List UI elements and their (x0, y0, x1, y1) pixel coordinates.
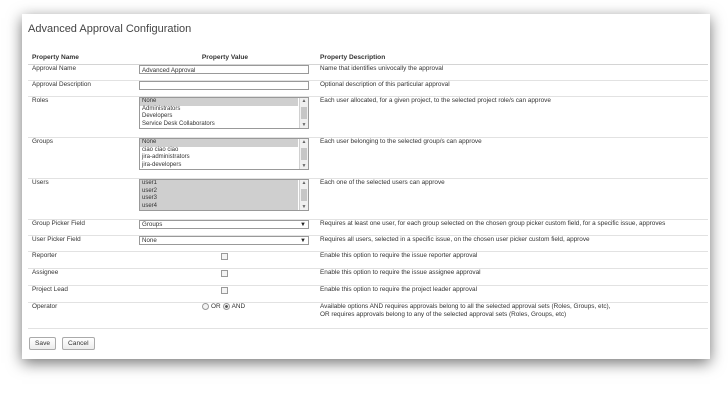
user-picker-select[interactable] (139, 236, 309, 245)
save-button[interactable]: Save (29, 337, 56, 350)
users-option[interactable]: user3 (140, 195, 298, 203)
table-header-row (28, 50, 708, 65)
approval-name-input[interactable]: Advanced Approval (139, 65, 309, 74)
scroll-thumb[interactable] (301, 107, 307, 119)
roles-option[interactable]: None (140, 98, 298, 106)
approval-description-input[interactable] (139, 81, 309, 90)
desc-group-picker-field: Requires at least one user, for each group selected on the chosen group picker custom field, for a specific issue, approves (316, 220, 708, 236)
users-option[interactable]: user2 (140, 188, 298, 196)
roles-option[interactable]: Service Desk Collaborators (142, 120, 215, 127)
groups-scrollbar[interactable] (299, 139, 308, 169)
user-picker-value: None (142, 237, 157, 244)
desc-operator-line2: OR requires approvals belong to any of the selected approval sets (Roles, Groups, etc) (320, 311, 567, 318)
desc-roles: Each user allocated, for a given project, to the selected project role/s can approve (316, 97, 708, 138)
operator-radio-group (202, 303, 312, 310)
header-property-description: Property Description (316, 50, 708, 65)
row-users (28, 179, 708, 220)
roles-listbox[interactable] (139, 97, 309, 129)
label-project-lead: Project Lead (28, 286, 134, 303)
desc-operator-line1: Available options AND requires approvals belong to all the selected approval sets (Roles, Groups, etc), (320, 303, 611, 310)
row-project-lead (28, 286, 708, 303)
label-groups: Groups (28, 138, 134, 179)
label-user-picker-field: User Picker Field (28, 236, 134, 252)
operator-or-label[interactable]: OR (211, 303, 221, 310)
label-approval-name: Approval Name (28, 65, 134, 81)
row-assignee (28, 269, 708, 286)
scroll-thumb[interactable] (301, 189, 307, 201)
label-assignee: Assignee (28, 269, 134, 286)
config-table (28, 50, 708, 329)
users-scrollbar[interactable] (299, 180, 308, 210)
assignee-checkbox[interactable] (221, 270, 228, 277)
row-approval-name (28, 65, 708, 81)
users-option[interactable]: user4 (140, 203, 298, 211)
label-users: Users (28, 179, 134, 220)
groups-option[interactable]: jira-administrators (142, 154, 190, 161)
row-group-picker-field (28, 220, 708, 236)
approval-config-panel (22, 14, 710, 359)
scroll-thumb[interactable] (301, 148, 307, 160)
reporter-checkbox[interactable] (221, 253, 228, 260)
row-reporter (28, 252, 708, 269)
dropdown-arrow-icon[interactable]: ▼ (300, 238, 306, 244)
roles-option[interactable]: Developers (142, 113, 173, 120)
scroll-up-icon[interactable]: ▲ (301, 98, 307, 104)
cancel-button[interactable]: Cancel (62, 337, 95, 350)
dropdown-arrow-icon[interactable]: ▼ (300, 222, 306, 228)
label-reporter: Reporter (28, 252, 134, 269)
roles-option[interactable]: Administrators (142, 105, 181, 112)
scroll-up-icon[interactable]: ▲ (301, 180, 307, 186)
label-operator: Operator (28, 303, 134, 329)
users-listbox[interactable] (139, 179, 309, 211)
header-property-name: Property Name (28, 50, 134, 65)
row-operator (28, 303, 708, 329)
page-title: Advanced Approval Configuration (28, 23, 192, 35)
row-user-picker-field (28, 236, 708, 252)
groups-option[interactable]: jira-developers (142, 161, 182, 168)
label-approval-description: Approval Description (28, 81, 134, 97)
desc-users: Each one of the selected users can approve (316, 179, 708, 220)
desc-approval-description: Optional description of this particular approval (316, 81, 708, 97)
operator-and-radio[interactable] (223, 303, 230, 310)
operator-and-label[interactable]: AND (231, 303, 246, 310)
scroll-down-icon[interactable]: ▼ (301, 122, 307, 128)
desc-operator (316, 303, 708, 329)
form-actions (29, 337, 95, 350)
groups-listbox[interactable] (139, 138, 309, 170)
row-roles (28, 97, 708, 138)
row-approval-description (28, 81, 708, 97)
groups-option[interactable]: ciao ciao ciao (142, 146, 179, 153)
desc-groups: Each user belonging to the selected group/s can approve (316, 138, 708, 179)
users-option[interactable]: user1 (140, 180, 298, 188)
label-group-picker-field: Group Picker Field (28, 220, 134, 236)
group-picker-select[interactable] (139, 220, 309, 229)
scroll-down-icon[interactable]: ▼ (301, 163, 307, 169)
project-lead-checkbox[interactable] (221, 287, 228, 294)
scroll-up-icon[interactable]: ▲ (301, 139, 307, 145)
scroll-down-icon[interactable]: ▼ (301, 204, 307, 210)
desc-assignee: Enable this option to require the issue assignee approval (316, 269, 708, 286)
desc-user-picker-field: Requires all users, selected in a specific issue, on the chosen user picker custom field, approve (316, 236, 708, 252)
desc-project-lead: Enable this option to require the project leader approval (316, 286, 708, 303)
row-groups (28, 138, 708, 179)
label-roles: Roles (28, 97, 134, 138)
groups-option[interactable]: None (140, 139, 298, 147)
operator-or-radio[interactable] (202, 303, 209, 310)
roles-scrollbar[interactable] (299, 98, 308, 128)
group-picker-value: Groups (142, 221, 163, 228)
header-property-value: Property Value (134, 50, 316, 65)
desc-approval-name: Name that identifies univocally the approval (316, 65, 708, 81)
desc-reporter: Enable this option to require the issue reporter approval (316, 252, 708, 269)
